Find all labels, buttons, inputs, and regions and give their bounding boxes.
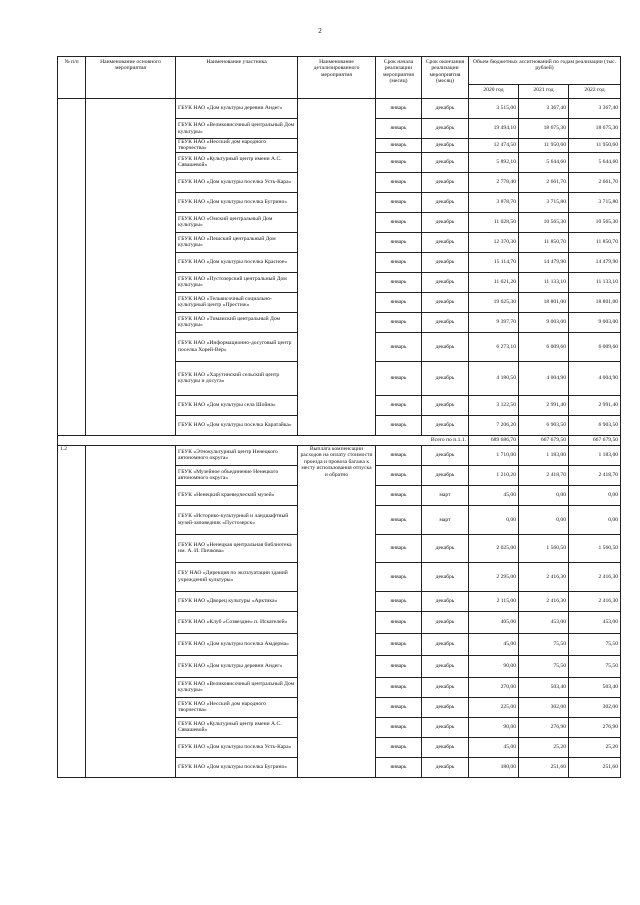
value-2022-cell: 3 715,80 [569, 192, 621, 212]
participant-cell: ГБУК «Музейное объединение Ненецкого автономного округа» [176, 465, 298, 485]
value-2022-cell: 5 644,60 [569, 152, 621, 172]
end-cell: март [422, 485, 469, 505]
end-cell: декабрь [422, 172, 469, 192]
value-2021-cell: 5 644,60 [519, 152, 569, 172]
header-activity: Наименование детализированного мероприятия [298, 57, 376, 99]
end-cell: декабрь [422, 212, 469, 232]
start-cell: январь [376, 152, 422, 172]
start-cell: январь [376, 119, 422, 139]
start-cell: январь [376, 445, 422, 465]
participant-cell: ГБУК НАО «Несский дом народного творчества» [176, 697, 298, 717]
value-2020-cell: 4 180,50 [469, 361, 519, 395]
header-start: Срок начала реализации мероприятия (месяц) [376, 57, 422, 99]
value-2020-cell: 2 025,00 [469, 534, 519, 562]
value-2022-cell: 18 801,00 [569, 292, 621, 312]
start-cell: январь [376, 415, 422, 435]
value-2020-cell: 9 397,70 [469, 312, 519, 332]
start-cell: январь [376, 192, 422, 212]
participant-cell: ГБУК НАО «Харутинский сельский центр культуры и досуга» [176, 361, 298, 395]
value-2020-cell: 12 474,50 [469, 139, 519, 153]
value-2021-cell: 1 183,00 [519, 445, 569, 465]
table-body [58, 99, 621, 778]
value-2022-cell: 10 565,30 [569, 212, 621, 232]
end-cell: декабрь [422, 445, 469, 465]
value-2020-cell: 11 028,50 [469, 212, 519, 232]
end-cell: декабрь [422, 119, 469, 139]
value-2022-cell: 18 675,30 [569, 119, 621, 139]
start-cell: январь [376, 332, 422, 361]
value-2020-cell: 19 625,30 [469, 292, 519, 312]
header-2021: 2021 год [519, 85, 569, 99]
value-2020-cell: 12 370,30 [469, 232, 519, 252]
value-2022-cell: 11 950,60 [569, 139, 621, 153]
participant-cell: ГБУК НАО «Дом культуры поселка Бугрино» [176, 757, 298, 777]
participant-cell: ГБУК НАО «Дом культуры поселка Амдерма» [176, 633, 298, 655]
value-2020-cell: 405,00 [469, 611, 519, 633]
start-cell: январь [376, 737, 422, 757]
start-cell: январь [376, 697, 422, 717]
end-cell: декабрь [422, 292, 469, 312]
start-cell: январь [376, 677, 422, 697]
start-cell: январь [376, 172, 422, 192]
value-2021-cell: 9 003,00 [519, 312, 569, 332]
end-cell: декабрь [422, 272, 469, 292]
value-2021-cell: 453,00 [519, 611, 569, 633]
event-cell [86, 99, 176, 436]
end-cell: декабрь [422, 633, 469, 655]
table-row [58, 445, 621, 465]
value-2021-cell: 251,60 [519, 757, 569, 777]
participant-cell: ГБУК НАО «Культурный центр имени А.С. Сявашевой» [176, 717, 298, 737]
value-2022-cell: 9 003,00 [569, 312, 621, 332]
value-2021-cell: 2 416,30 [519, 562, 569, 591]
value-2022-cell: 6 903,50 [569, 415, 621, 435]
end-cell: декабрь [422, 152, 469, 172]
end-cell: декабрь [422, 465, 469, 485]
end-cell: декабрь [422, 361, 469, 395]
num-cell [58, 99, 86, 436]
total-2020: 689 686,70 [469, 435, 519, 445]
value-2021-cell: 302,00 [519, 697, 569, 717]
participant-cell: ГБУК «Этнокультурный центр Ненецкого автономного округа» [176, 445, 298, 465]
end-cell: декабрь [422, 534, 469, 562]
end-cell: декабрь [422, 232, 469, 252]
value-2020-cell: 45,00 [469, 633, 519, 655]
value-2022-cell: 503,40 [569, 677, 621, 697]
participant-cell: ГБУК НАО «Дом культуры села Шойна» [176, 395, 298, 415]
start-cell: январь [376, 212, 422, 232]
end-cell: декабрь [422, 332, 469, 361]
value-2020-cell: 2 778,40 [469, 172, 519, 192]
end-cell: декабрь [422, 737, 469, 757]
value-2021-cell: 276,90 [519, 717, 569, 737]
value-2022-cell: 0,00 [569, 505, 621, 534]
value-2022-cell: 453,00 [569, 611, 621, 633]
end-cell: декабрь [422, 99, 469, 119]
start-cell: январь [376, 655, 422, 677]
start-cell: январь [376, 395, 422, 415]
value-2020-cell: 2 115,00 [469, 591, 519, 611]
participant-cell: ГБУК НАО «Ненецкая центральная библиотека им. А. И. Пичкова» [176, 534, 298, 562]
end-cell: декабрь [422, 312, 469, 332]
value-2021-cell: 3 715,80 [519, 192, 569, 212]
end-cell: декабрь [422, 415, 469, 435]
value-2021-cell: 11 950,60 [519, 139, 569, 153]
value-2021-cell: 2 661,70 [519, 172, 569, 192]
end-cell: декабрь [422, 717, 469, 737]
value-2020-cell: 0,00 [469, 505, 519, 534]
value-2021-cell: 2 991,40 [519, 395, 569, 415]
participant-cell: ГБУК НАО «Тельвисочный социально-культурный центр «Престиж» [176, 292, 298, 312]
participant-cell: ГБУК НАО «Великовисочный центральный Дом культуры» [176, 119, 298, 139]
participant-cell: ГБУК НАО «Несский дом народного творчества» [176, 139, 298, 153]
value-2022-cell: 11 133,10 [569, 272, 621, 292]
header-2020: 2020 год [469, 85, 519, 99]
value-2020-cell: 3 122,50 [469, 395, 519, 415]
value-2022-cell: 75,50 [569, 655, 621, 677]
value-2021-cell: 1 560,50 [519, 534, 569, 562]
participant-cell: ГБУК НАО «Дом культуры поселка Красное» [176, 252, 298, 272]
value-2021-cell: 75,50 [519, 633, 569, 655]
header-event: Наименование основного мероприятия [86, 57, 176, 99]
total-2021: 667 679,50 [519, 435, 569, 445]
value-2022-cell: 25,20 [569, 737, 621, 757]
participant-cell: ГБУК НАО «Дом культуры поселка Бугрино» [176, 192, 298, 212]
value-2022-cell: 2 416,30 [569, 562, 621, 591]
value-2020-cell: 45,00 [469, 485, 519, 505]
start-cell: январь [376, 485, 422, 505]
start-cell: январь [376, 633, 422, 655]
value-2022-cell: 302,00 [569, 697, 621, 717]
value-2022-cell: 1 560,50 [569, 534, 621, 562]
participant-cell: ГБУК НАО «Тиманский центральный Дом культуры» [176, 312, 298, 332]
activity-cell [298, 99, 376, 436]
value-2021-cell: 11 133,10 [519, 272, 569, 292]
participant-cell: ГБУК НАО «Пустозерский центральный Дом культуры» [176, 272, 298, 292]
value-2022-cell: 2 991,40 [569, 395, 621, 415]
value-2020-cell: 15 114,70 [469, 252, 519, 272]
value-2022-cell: 1 183,00 [569, 445, 621, 465]
value-2021-cell: 3 367,40 [519, 99, 569, 119]
header-participant: Наименование участника [176, 57, 298, 99]
start-cell: январь [376, 252, 422, 272]
value-2022-cell: 2 416,30 [569, 591, 621, 611]
start-cell: январь [376, 534, 422, 562]
value-2021-cell: 25,20 [519, 737, 569, 757]
start-cell: январь [376, 717, 422, 737]
start-cell: январь [376, 562, 422, 591]
value-2022-cell: 276,90 [569, 717, 621, 737]
start-cell: январь [376, 232, 422, 252]
value-2021-cell: 2 416,30 [519, 591, 569, 611]
value-2022-cell: 2 418,70 [569, 465, 621, 485]
value-2021-cell: 75,50 [519, 655, 569, 677]
value-2022-cell: 251,60 [569, 757, 621, 777]
participant-cell: ГБУК НАО «Дворец культуры «Арктика» [176, 591, 298, 611]
start-cell: январь [376, 312, 422, 332]
total-label: Всего по п.1.1. [58, 435, 469, 445]
start-cell: январь [376, 757, 422, 777]
value-2020-cell: 5 892,10 [469, 152, 519, 172]
participant-cell: ГБУК НАО «Информационно-досуговый центр поселка Хорей-Вер» [176, 332, 298, 361]
value-2021-cell: 18 675,30 [519, 119, 569, 139]
header-num: № п/п [58, 57, 86, 99]
value-2021-cell: 18 801,00 [519, 292, 569, 312]
start-cell: январь [376, 139, 422, 153]
participant-cell: ГБУК НАО «Пешский центральный Дом культуры» [176, 232, 298, 252]
value-2020-cell: 45,00 [469, 737, 519, 757]
value-2020-cell: 270,00 [469, 677, 519, 697]
start-cell: январь [376, 465, 422, 485]
value-2021-cell: 11 850,70 [519, 232, 569, 252]
end-cell: декабрь [422, 562, 469, 591]
value-2020-cell: 7 206,20 [469, 415, 519, 435]
value-2021-cell: 6 903,50 [519, 415, 569, 435]
end-cell: декабрь [422, 192, 469, 212]
total-2022: 667 679,50 [569, 435, 621, 445]
header-2022: 2022 год [569, 85, 621, 99]
participant-cell: ГБУК НАО «Дом культуры поселка Усть-Кара» [176, 172, 298, 192]
participant-cell: ГБУК НАО «Дом культуры деревни Андег» [176, 99, 298, 119]
start-cell: январь [376, 99, 422, 119]
end-cell: декабрь [422, 395, 469, 415]
value-2020-cell: 19 494,10 [469, 119, 519, 139]
start-cell: январь [376, 292, 422, 312]
value-2020-cell: 3 878,70 [469, 192, 519, 212]
participant-cell: ГБУК НАО «Омский центральный Дом культуры» [176, 212, 298, 232]
value-2022-cell: 2 661,70 [569, 172, 621, 192]
start-cell: январь [376, 361, 422, 395]
event-cell [86, 445, 176, 777]
end-cell: декабрь [422, 655, 469, 677]
section-number: 1.2 [58, 445, 86, 777]
value-2022-cell: 75,50 [569, 633, 621, 655]
value-2021-cell: 0,00 [519, 505, 569, 534]
value-2021-cell: 2 418,70 [519, 465, 569, 485]
end-cell: декабрь [422, 757, 469, 777]
participant-cell: ГБУК НАО «Культурный центр имени А.С. Сявашевой» [176, 152, 298, 172]
value-2022-cell: 4 004,90 [569, 361, 621, 395]
value-2020-cell: 11 621,20 [469, 272, 519, 292]
value-2020-cell: 2 295,00 [469, 562, 519, 591]
value-2021-cell: 0,00 [519, 485, 569, 505]
page-number: 2 [318, 27, 322, 35]
value-2020-cell: 180,00 [469, 757, 519, 777]
table-row [58, 99, 621, 119]
value-2021-cell: 10 565,30 [519, 212, 569, 232]
end-cell: декабрь [422, 697, 469, 717]
participant-cell: ГБУК НАО «Дом культуры поселка Каратайка» [176, 415, 298, 435]
participant-cell: ГБУК НАО «Дом культуры деревни Андег» [176, 655, 298, 677]
header-end: Срок окончания реализации мероприятия (месяц) [422, 57, 469, 99]
participant-cell: ГБУ НАО «Дирекция по эксплуатации зданий учреждений культуры» [176, 562, 298, 591]
end-cell: декабрь [422, 252, 469, 272]
header-budget: Объем бюджетных ассигнований по годам реализации (тыс. рублей) [469, 57, 621, 85]
value-2021-cell: 503,40 [519, 677, 569, 697]
participant-cell: ГБУК НАО «Клуб «Созвездие» п. Искателей» [176, 611, 298, 633]
end-cell: декабрь [422, 611, 469, 633]
value-2020-cell: 1 710,00 [469, 445, 519, 465]
end-cell: март [422, 505, 469, 534]
activity-cell: Выплата компенсации расходов на оплату стоимости проезда и провоза багажа к месту использования отпуска и обратно [298, 445, 376, 777]
value-2020-cell: 90,00 [469, 655, 519, 677]
end-cell: декабрь [422, 139, 469, 153]
value-2020-cell: 225,00 [469, 697, 519, 717]
value-2022-cell: 3 367,40 [569, 99, 621, 119]
value-2022-cell: 11 850,70 [569, 232, 621, 252]
start-cell: январь [376, 505, 422, 534]
total-row [58, 435, 621, 445]
value-2021-cell: 14 479,90 [519, 252, 569, 272]
end-cell: декабрь [422, 677, 469, 697]
value-2022-cell: 6 009,60 [569, 332, 621, 361]
value-2022-cell: 14 479,90 [569, 252, 621, 272]
value-2021-cell: 4 004,90 [519, 361, 569, 395]
value-2020-cell: 6 273,10 [469, 332, 519, 361]
budget-table [57, 56, 621, 778]
start-cell: январь [376, 591, 422, 611]
participant-cell: ГБУК НАО «Великовисочный центральный Дом культуры» [176, 677, 298, 697]
value-2021-cell: 6 009,60 [519, 332, 569, 361]
end-cell: декабрь [422, 591, 469, 611]
start-cell: январь [376, 272, 422, 292]
value-2020-cell: 90,00 [469, 717, 519, 737]
participant-cell: ГБУК НАО «Дом культуры поселка Усть-Кара» [176, 737, 298, 757]
participant-cell: ГБУК «Историко-культурный и ландшафтный музей-заповедник «Пустозерск» [176, 505, 298, 534]
value-2020-cell: 3 515,00 [469, 99, 519, 119]
value-2020-cell: 1 210,20 [469, 465, 519, 485]
start-cell: январь [376, 611, 422, 633]
participant-cell: ГБУК «Ненецкий краеведческий музей» [176, 485, 298, 505]
value-2022-cell: 0,00 [569, 485, 621, 505]
